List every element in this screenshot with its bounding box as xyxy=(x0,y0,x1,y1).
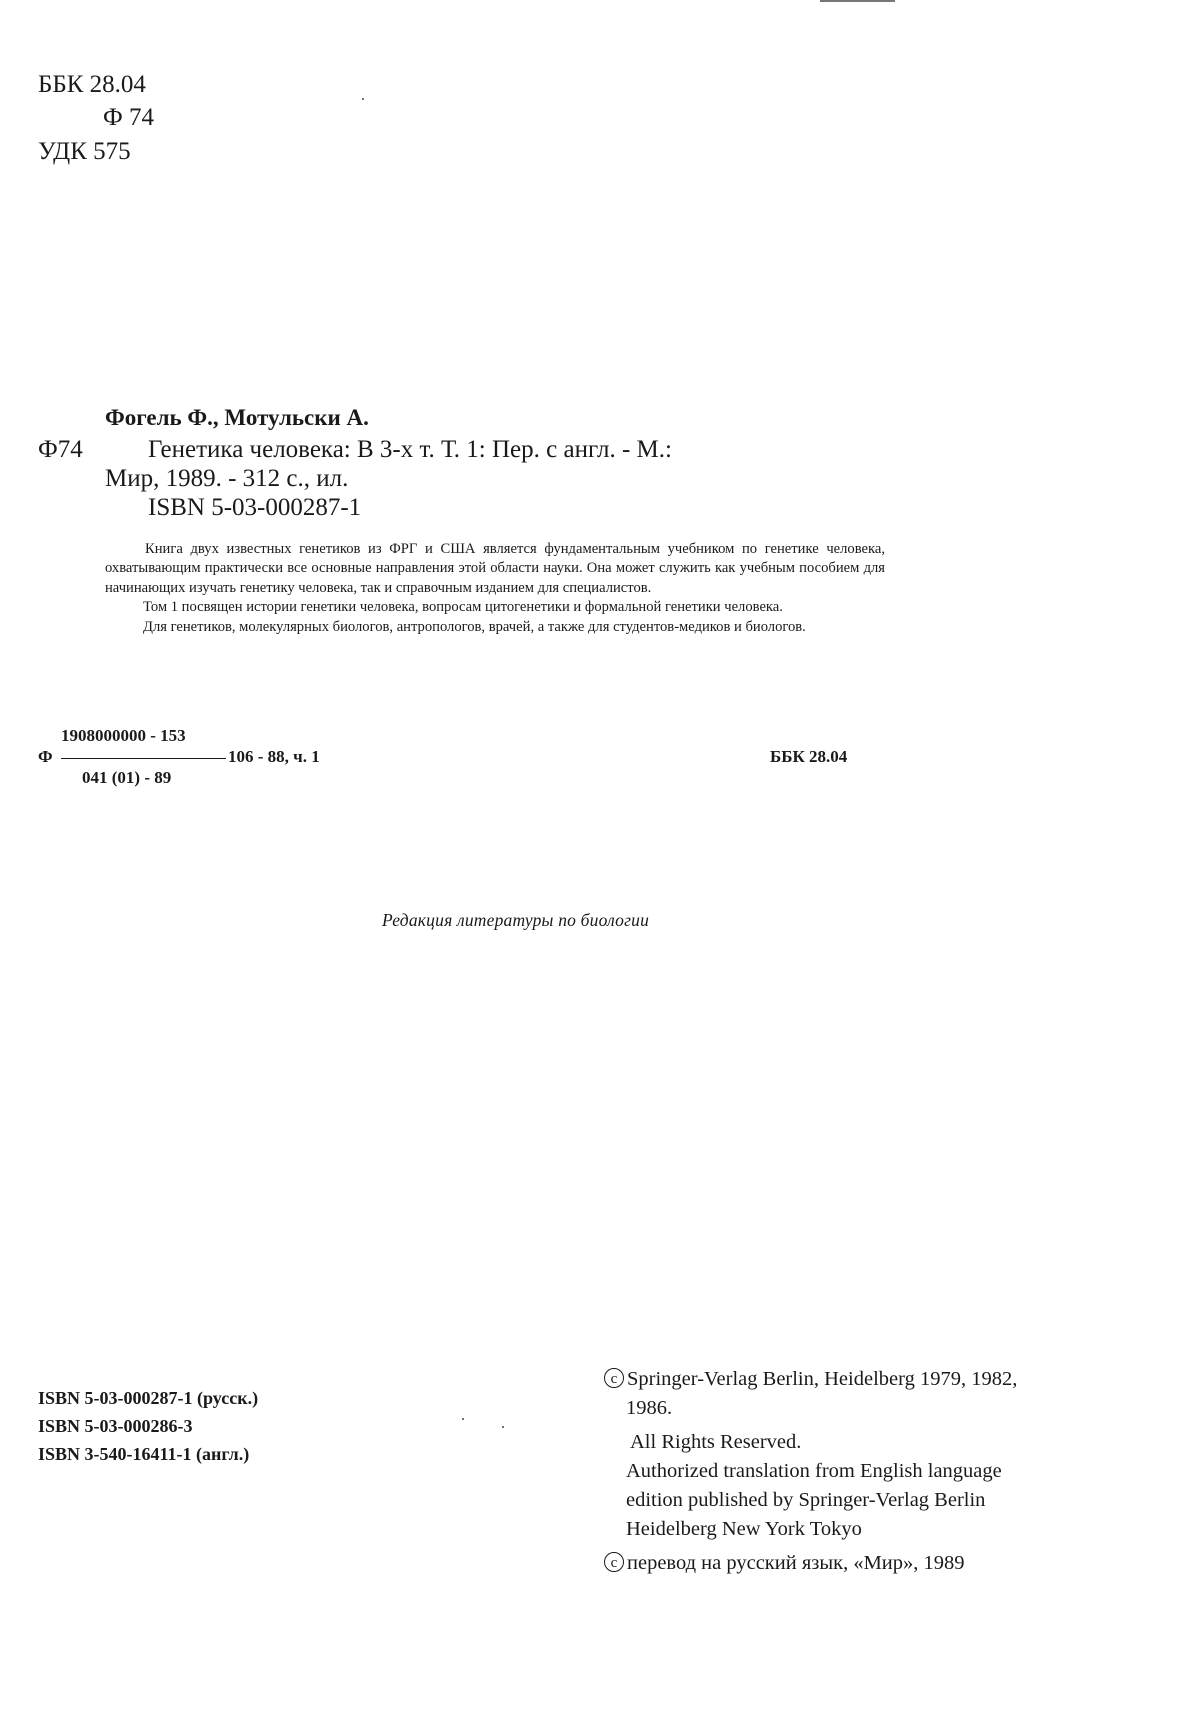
bbk-code xyxy=(38,68,146,102)
udk-value: 575 xyxy=(93,138,131,165)
translation-line-1: Authorized translation from English language xyxy=(626,1460,1002,1482)
index-numerator: 1908000000 - 153 xyxy=(61,726,186,745)
speck xyxy=(362,98,364,100)
udk-label: УДК xyxy=(38,138,87,165)
index-denominator: 041 (01) - 89 xyxy=(82,768,172,787)
index-letter: Ф xyxy=(38,747,53,766)
isbn-item: ISBN 5-03-000287-1 (русск.) xyxy=(38,1388,259,1408)
copyright-russian-text: перевод на русский язык, «Мир», 1989 xyxy=(627,1552,965,1574)
copyright-line-1 xyxy=(604,1365,1017,1394)
speck xyxy=(502,1426,504,1428)
title-line-1: Генетика человека: В 3-х т. Т. 1: Пер. с англ. - М.: xyxy=(148,436,672,463)
author-mark-letter: Ф xyxy=(103,104,123,131)
authors: Фогель Ф., Мотульски А. xyxy=(105,405,369,430)
isbn-main: ISBN 5-03-000287-1 xyxy=(148,494,362,521)
bbk-label: ББК xyxy=(38,71,84,98)
author-mark xyxy=(103,101,154,135)
fraction-line xyxy=(61,758,226,759)
copyright-icon: c xyxy=(604,1552,624,1572)
translation-line-3: Heidelberg New York Tokyo xyxy=(626,1518,862,1540)
speck xyxy=(462,1418,464,1420)
author-mark-value: 74 xyxy=(129,104,155,131)
top-edge-mark xyxy=(820,0,895,2)
title-line-2: Мир, 1989. - 312 с., ил. xyxy=(105,465,349,492)
shelf-mark: Ф74 xyxy=(38,436,83,463)
copyright-russian xyxy=(604,1549,965,1578)
annotation xyxy=(105,540,885,637)
copyright-icon: c xyxy=(604,1368,624,1388)
annotation-paragraph: Для генетиков, молекулярных биологов, антропологов, врачей, а также для студентов-медиков и биологов. xyxy=(143,618,806,635)
editorial-note: Редакция литературы по биологии xyxy=(382,910,650,930)
udk-code xyxy=(38,135,131,169)
rights-reserved: All Rights Reserved. xyxy=(630,1431,802,1453)
index-suffix: 106 - 88, ч. 1 xyxy=(228,747,320,766)
translation-line-2: edition published by Springer-Verlag Berlin xyxy=(626,1489,986,1511)
isbn-item: ISBN 5-03-000286-3 xyxy=(38,1416,193,1436)
bbk-right: ББК 28.04 xyxy=(770,747,848,766)
isbn-list xyxy=(38,1384,258,1468)
copyright-text: Springer-Verlag Berlin, Heidelberg 1979, 1982, xyxy=(627,1368,1018,1390)
copyright-line-2: 1986. xyxy=(626,1397,673,1419)
annotation-paragraph: Том 1 посвящен истории генетики человека, вопросам цитогенетики и формальной генетики человека. xyxy=(143,599,783,616)
bbk-value: 28.04 xyxy=(89,71,146,98)
isbn-item: ISBN 3-540-16411-1 (англ.) xyxy=(38,1444,250,1464)
annotation-paragraph: Книга двух известных генетиков из ФРГ и США является фундаментальным учебником по генетике человека, охватывающим практически все основные направления этой области науки. Она может служить как учебным пособием для начинающих изучать генетику человека, так и справочным изданием для специалистов. xyxy=(105,541,885,596)
